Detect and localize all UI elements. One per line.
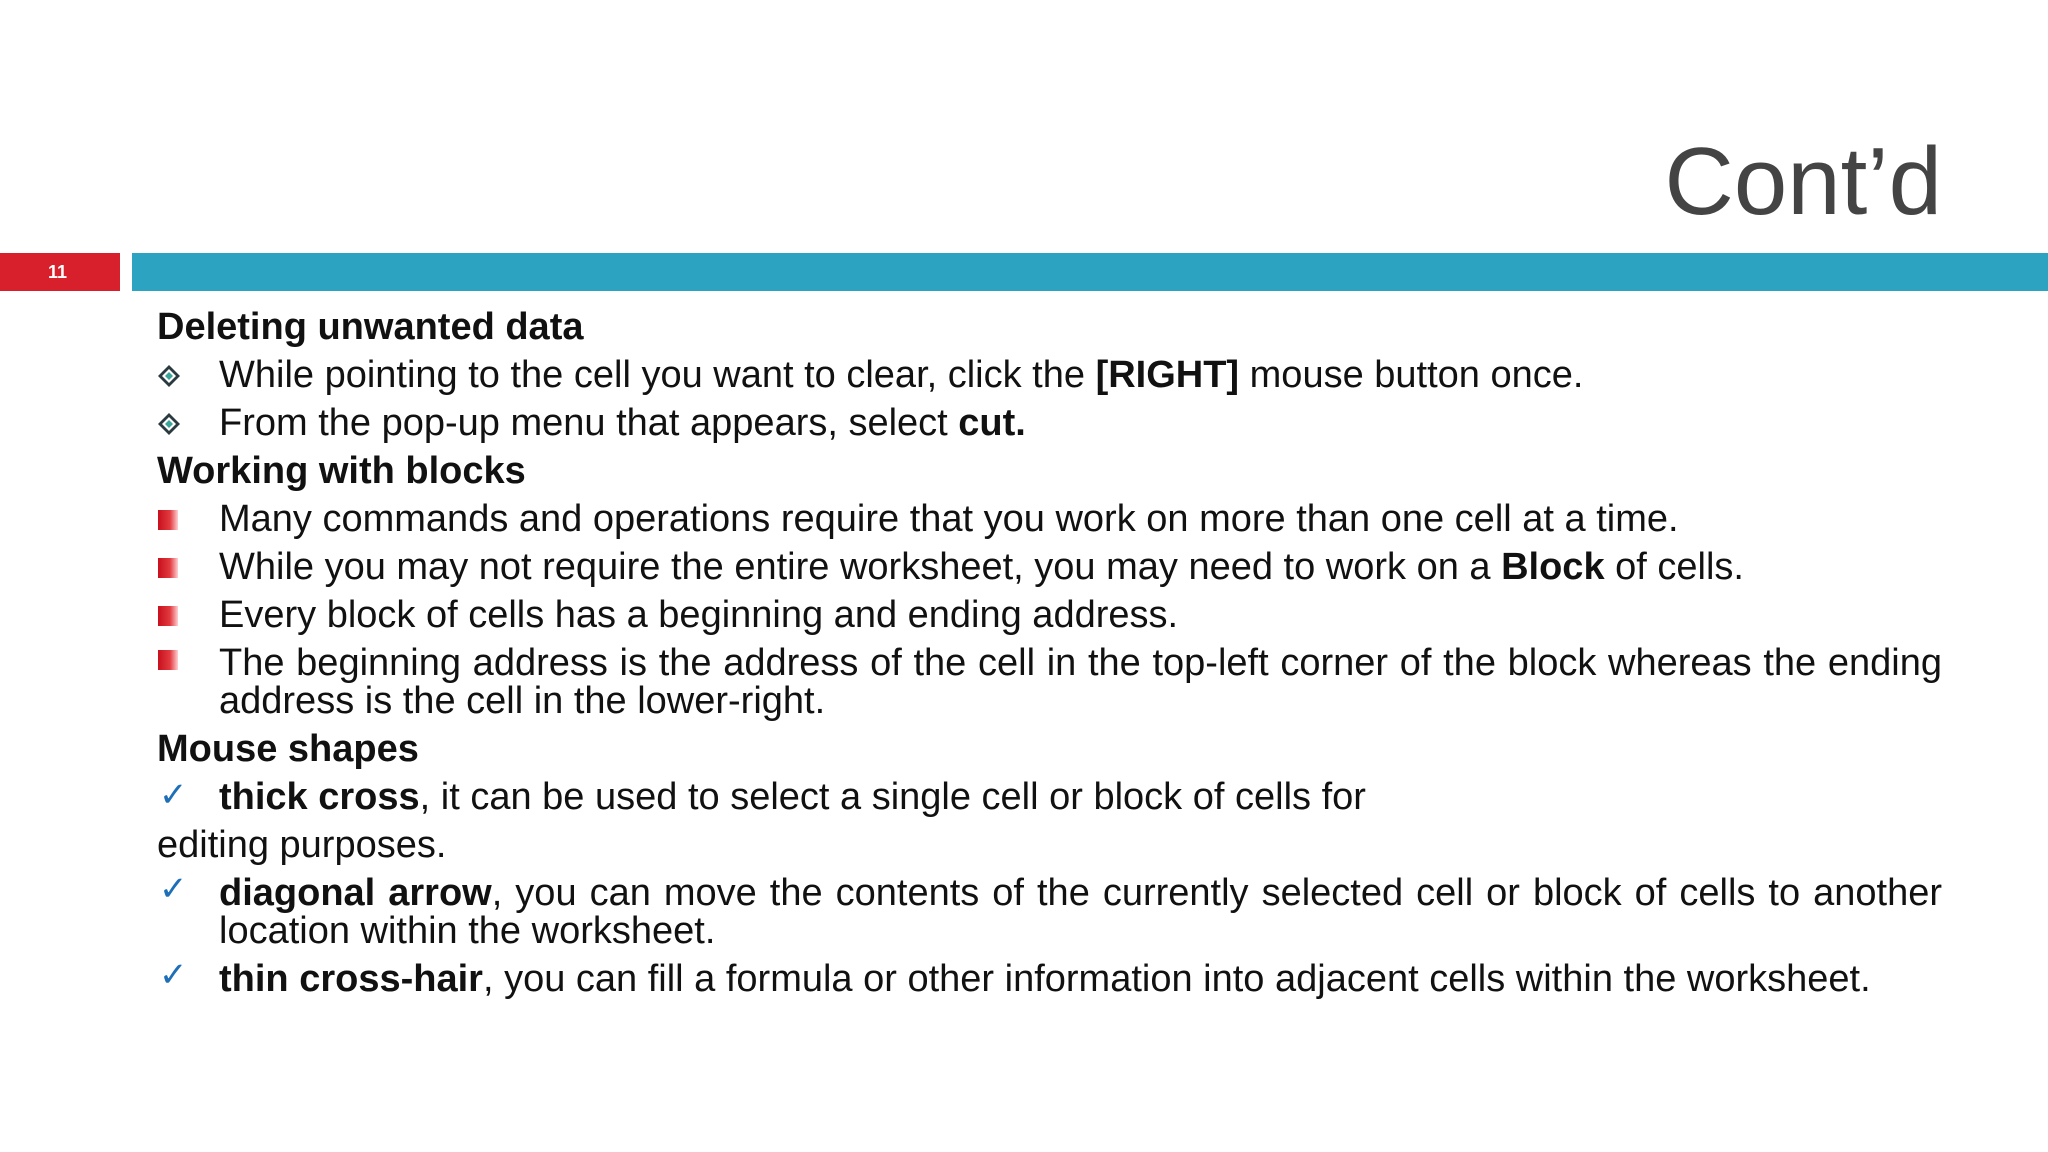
list-item: [157, 351, 1942, 399]
list-item-continuation: editing purposes.: [157, 824, 447, 866]
item-bold-text: cut.: [958, 402, 1026, 444]
item-text: , you can move the contents of the currently selected cell or block of cells to another location within the worksheet.: [219, 872, 1942, 952]
list-item: [157, 399, 1942, 447]
list-item: [157, 869, 1942, 955]
item-text: Many commands and operations require that you work on more than one cell at a time.: [219, 498, 1679, 540]
list-item: [157, 495, 1942, 543]
list-item: [157, 639, 1942, 725]
list-item: [157, 773, 1942, 821]
list-item: [157, 955, 1942, 1003]
item-bold-text: [RIGHT]: [1095, 354, 1240, 396]
list-item: [157, 543, 1942, 591]
section-heading-blocks: Working with blocks: [157, 450, 526, 492]
item-text: , it can be used to select a single cell or block of cells for: [419, 776, 1366, 818]
red-square-bullet-icon: [157, 649, 179, 671]
diamond-bullet-icon: [157, 364, 181, 388]
title-rule: [132, 253, 2048, 291]
diamond-bullet-icon: [157, 412, 181, 436]
item-text: of cells.: [1604, 546, 1744, 588]
red-square-bullet-icon: [157, 509, 179, 531]
red-square-bullet-icon: [157, 557, 179, 579]
section-heading-deleting: Deleting unwanted data: [157, 306, 584, 348]
checkmark-icon: ✓: [159, 870, 188, 908]
page-number: 11: [48, 262, 68, 282]
section-heading-mouse: Mouse shapes: [157, 728, 419, 770]
item-bold-text: thin cross-hair: [219, 958, 483, 1000]
list-item: [157, 591, 1942, 639]
slide-title: Cont’d: [1664, 128, 1942, 235]
item-text: The beginning address is the address of the cell in the top-left corner of the block whereas the ending address is the cell in the lower-right.: [219, 642, 1942, 722]
slide-body: [157, 303, 1942, 1003]
item-text: While you may not require the entire worksheet, you may need to work on a: [219, 546, 1502, 588]
item-text: From the pop-up menu that appears, select: [219, 402, 959, 444]
item-text: , you can fill a formula or other information into adjacent cells within the worksheet.: [482, 958, 1871, 1000]
item-text: mouse button once.: [1239, 354, 1584, 396]
item-text: Every block of cells has a beginning and ending address.: [219, 594, 1179, 636]
checkmark-icon: ✓: [159, 956, 188, 994]
checkmark-icon: ✓: [159, 776, 188, 814]
item-bold-text: thick cross: [219, 776, 420, 818]
red-square-bullet-icon: [157, 605, 179, 627]
item-bold-text: Block: [1501, 546, 1605, 588]
item-text: While pointing to the cell you want to clear, click the: [219, 354, 1096, 396]
item-bold-text: diagonal arrow: [219, 872, 492, 914]
